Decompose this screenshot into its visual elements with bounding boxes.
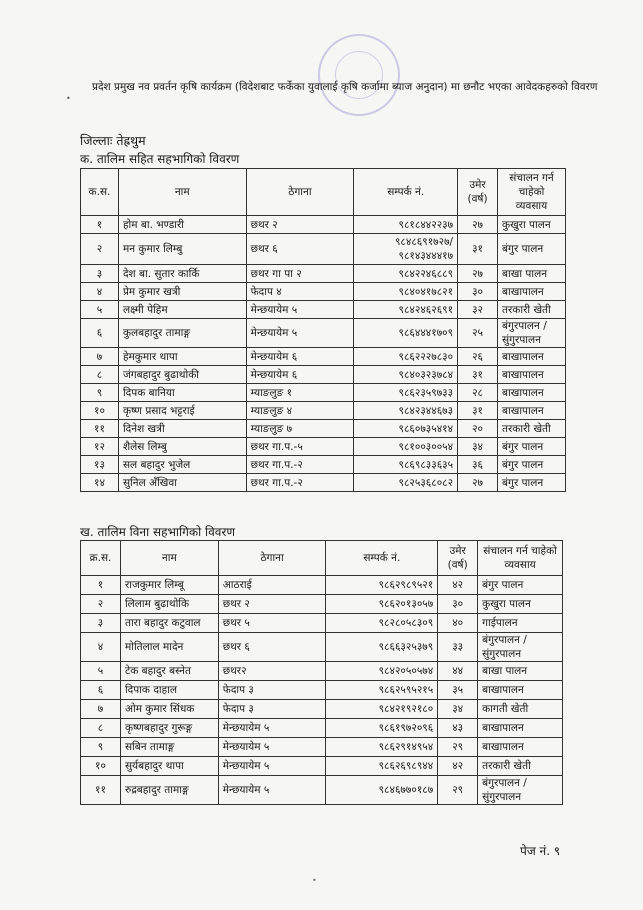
table-cell: ८	[81, 366, 119, 384]
table-cell: ९८६२२२७८३०	[354, 348, 458, 366]
table-cell: म्याङलुङ ४	[246, 402, 354, 420]
column-header: सम्पर्क नं.	[326, 541, 438, 576]
table-header-row	[81, 541, 563, 576]
table-row	[81, 633, 563, 662]
table-cell: ९८६०७३५४१४	[354, 420, 458, 438]
table-cell: ४	[81, 633, 121, 662]
table-cell: ३०	[438, 595, 478, 614]
table-cell: आठराई	[218, 576, 326, 595]
table-row	[81, 402, 566, 420]
table-cell: ओम कुमार सिंधक	[120, 700, 218, 719]
table-cell: ११	[81, 776, 121, 805]
column-header: ठेगाना	[218, 541, 326, 576]
column-header: उमेर (वर्ष)	[438, 541, 478, 576]
page-number: पेज नं. ९	[520, 844, 561, 858]
table-cell: ९८२५३६८०८२	[354, 474, 458, 492]
table-cell: सुर्यबहादुर थापा	[120, 757, 218, 776]
table-cell: टेक बहादुर बस्नेत	[120, 662, 218, 681]
table-cell: २६	[458, 348, 498, 366]
table-cell: २	[81, 234, 119, 265]
table-cell: मेन्छयायेम ५	[218, 776, 326, 805]
table-cell: मेन्छयायेम ६	[246, 348, 354, 366]
table-body	[81, 576, 563, 805]
table-cell: ४२	[438, 757, 478, 776]
table-cell: लक्ष्मी पेहिम	[118, 301, 246, 319]
table-cell: सुनिल अँखिवा	[118, 474, 246, 492]
table-cell: कृष्णबहादुर गुरूङ्ग	[120, 719, 218, 738]
table-cell: ४२	[438, 576, 478, 595]
document-header: प्रदेश प्रमुख नव प्रवर्तन कृषि कार्यक्रम (विदेशबाट फर्केका युवालाई कृषि कर्जामा ब्याज अनुदान) मा छनौट भएका आवेदकहरुको विवरण	[92, 81, 598, 93]
section-b-title: ख. तालिम विना सहभागिको विवरण	[80, 525, 236, 539]
column-header: क्र.स.	[81, 541, 121, 576]
table-cell: ९८४६७७०१८७	[326, 776, 438, 805]
table-cell: छथर गा.प.-२	[246, 456, 354, 474]
table-cell: मेन्छयायेम ५	[218, 719, 326, 738]
table-cell: ९८६२९१४९५४	[326, 738, 438, 757]
table-cell: ११	[81, 420, 119, 438]
table-cell: छथर ५	[218, 614, 326, 633]
table-cell: ३१	[458, 402, 498, 420]
table-cell: ९८६२६९८९४४	[326, 757, 438, 776]
table-row	[81, 700, 563, 719]
section-a-title: क. तालिम सहित सहभागिको विवरण	[80, 152, 240, 166]
table-cell: मेन्छयायेम ५	[246, 319, 354, 348]
table-cell: ९८४८६९१७२७/ ९८१४३४४४१७	[354, 234, 458, 265]
table-cell: २५	[458, 319, 498, 348]
table-cell: ९८२८०५८३०९	[326, 614, 438, 633]
column-header: संचालन गर्न चाहेको व्यवसाय	[478, 541, 563, 576]
table-cell: मोतिलाल मादेन	[120, 633, 218, 662]
table-cell: ३४	[438, 700, 478, 719]
table-row	[81, 265, 566, 283]
column-header: सम्पर्क नं.	[354, 169, 458, 216]
table-cell: ९८४२१९२१८०	[326, 700, 438, 719]
table-cell: फेदाप ३	[218, 681, 326, 700]
table-row	[81, 576, 563, 595]
table-cell: कृष्ण प्रसाद भट्टराई	[118, 402, 246, 420]
table-cell: ६	[81, 681, 121, 700]
table-cell: दिपक बानिया	[118, 384, 246, 402]
table-cell: ८	[81, 719, 121, 738]
table-cell: फेदाप ४	[246, 283, 354, 301]
table-without-training	[80, 540, 563, 805]
table-cell: दिपाक दाहाल	[120, 681, 218, 700]
table-cell: बाखापालन	[498, 283, 566, 301]
table-cell: बाखा पालन	[498, 265, 566, 283]
table-cell: ७	[81, 700, 121, 719]
table-row	[81, 301, 566, 319]
table-cell: ३६	[458, 456, 498, 474]
table-cell: १२	[81, 438, 119, 456]
table-cell: बाखा पालन	[478, 662, 563, 681]
table-cell: ९८६४४४१७०९	[354, 319, 458, 348]
table-cell: बंगुरपालन / सुंगुरपालन	[478, 633, 563, 662]
table-row	[81, 757, 563, 776]
table-cell: बाखापालन	[498, 402, 566, 420]
table-cell: सल बहादुर भुजेल	[118, 456, 246, 474]
table-cell: छथर गा.प.-५	[246, 438, 354, 456]
table-cell: १४	[81, 474, 119, 492]
table-cell: तरकारी खेती	[498, 301, 566, 319]
table-cell: गाईपालन	[478, 614, 563, 633]
table-cell: बाखापालन	[498, 366, 566, 384]
table-row	[81, 474, 566, 492]
table-cell: छथर २	[218, 595, 326, 614]
table-cell: मेन्छयायेम ६	[246, 366, 354, 384]
table-cell: तारा बहादुर कटुवाल	[120, 614, 218, 633]
column-header: नाम	[118, 169, 246, 216]
document-page: प्रदेश प्रमुख नव प्रवर्तन कृषि कार्यक्रम (विदेशबाट फर्केका युवालाई कृषि कर्जामा ब्याज अनुदान) मा छनौट भएका आवेदकहरुको विवरण • जिल्लाः तेह्रथुम क. तालिम सहित सहभागिको विवरण क.स. नाम ठेगाना सम्पर्क नं. उमेर (वर्ष) संचालन गर्न चाहेको व्यवसाय १ होम बा. भण्डारी छथर २ ९८१८४४२२३७ २७ कुखुरा पालन २ मन कुमार लिम्बु छथर ६ ९८४८६९१७२७/ ९८१४३४४४१७ ३१ बंगुर पालन ३ देश बा. सुतार कार्कि छथर गा पा २ ९८४२२४६८८९ २७ बाखा पालन ४ प्रेम कुमार खत्री फेदाप ४ ९८४०४१७८२१ ३० बाखापालन ५ लक्ष्मी पेहिम मेन्छयायेम ५ ९८४२४६२६९१ ३२ तरकारी खेती ६ कुलबहादुर तामाङ्ग मेन्छयायेम ५ ९८६४४४१७०९ २५ बंगुरपालन / सुंगुरपालन ७ हेमकुमार थापा मेन्छयायेम ६ ९८६२२२७८३० २६ बाखापालन ८ जंगबहादुर बुढाथोकी मेन्छयायेम ६ ९८४०३२३७८४ ३१ बाखापालन ९ दिपक बानिया म्याङलुङ १ ९८६२३५९७३३ २८ बाखापालन १० कृष्ण प्रसाद भट्टराई म्याङलुङ ४ ९८४२३४४६७३ ३१ बाखापालन ११ दिनेश खत्री म्याङलुङ ७ ९८६०७३५४१४ २० तरकारी खेती १२ शैलेस लिम्बु छथर गा.प.-५ ९८१००३००५४ ३४ बंगुर पालन १३ सल बहादुर भुजेल छथर गा.प.-२ ९८६९८३३६३५ ३६ बंगुर पालन १४ सुनिल अँखिवा छथर गा.प.-२ ९८२५३६८०८२ २७ बंगुर पालन ख. तालिम विना सहभागिको विवरण क्र.स. नाम ठेगाना सम्पर्क नं. उमेर (वर्ष) संचालन गर्न चाहेको व्यवसाय १ राजकुमार लिम्बू आठराई ९८६२९८९५२१ ४२ बंगुर पालन २ लिलाम बुढाथोकि छथर २ ९८६२०१३०५७ ३० कुखुरा पालन ३ तारा बहादुर कटुवाल छथर ५ ९८२८०५८३०९ ४० गाईपालन ४ मोतिलाल मादेन छथर ६ ९८६६३२५३७९ ३३ बंगुरपालन / सुंगुरपालन ५ टेक बहादुर बस्नेत छथर२ ९८४२०५०५७४ ४४ बाखा पालन ६ दिपाक दाहाल फेदाप ३ ९८६२५९५२१५ ३५ बाखापालन ७ ओम कुमार सिंधक फेदाप ३ ९८४२१९२१८० ३४ कागती खेती ८ कृष्णबहादुर गुरूङ्ग मेन्छयायेम ५ ९८६१९७२०९६ ४३ बाखापालन ९ सबिन तामाङ्ग मेन्छयायेम ५ ९८६२९१४९५४ २९ बाखापालन १० सुर्यबहादुर थापा मेन्छयायेम ५ ९८६२६९८९४४ ४२ तरकारी खेती ११ रुद्रबहादुर तामाङ्ग मेन्छयायेम ५ ९८४६७७०१८७ २९ बंगुरपालन / सुंगुरपालन पेज नं. ९ •	[0, 0, 643, 910]
table-cell: शैलेस लिम्बु	[118, 438, 246, 456]
table-row	[81, 719, 563, 738]
table-cell: सबिन तामाङ्ग	[120, 738, 218, 757]
table-with-training	[80, 168, 566, 492]
table-row	[81, 662, 563, 681]
table-cell: दिनेश खत्री	[118, 420, 246, 438]
table-cell: ९८६२९८९५२१	[326, 576, 438, 595]
table-cell: ९	[81, 738, 121, 757]
table-cell: राजकुमार लिम्बू	[120, 576, 218, 595]
table-cell: बंगुरपालन / सुंगुरपालन	[498, 319, 566, 348]
table-cell: ४३	[438, 719, 478, 738]
table-cell: मेन्छयायेम ५	[218, 757, 326, 776]
table-cell: ३१	[458, 366, 498, 384]
table-cell: ५	[81, 301, 119, 319]
table-cell: ९८६२५९५२१५	[326, 681, 438, 700]
table-row	[81, 319, 566, 348]
table-cell: ९८६२३५९७३३	[354, 384, 458, 402]
column-header: ठेगाना	[246, 169, 354, 216]
table-row	[81, 234, 566, 265]
table-cell: म्याङलुङ ७	[246, 420, 354, 438]
table-cell: मन कुमार लिम्बु	[118, 234, 246, 265]
table-cell: कुलबहादुर तामाङ्ग	[118, 319, 246, 348]
table-cell: ९	[81, 384, 119, 402]
column-header: नाम	[120, 541, 218, 576]
table-cell: १०	[81, 757, 121, 776]
table-cell: बंगुर पालन	[478, 576, 563, 595]
table-cell: प्रेम कुमार खत्री	[118, 283, 246, 301]
table-cell: छथर २	[246, 216, 354, 234]
table-cell: २७	[458, 216, 498, 234]
table-cell: २८	[458, 384, 498, 402]
table-cell: बंगुर पालन	[498, 474, 566, 492]
table-row	[81, 366, 566, 384]
table-cell: बंगुरपालन / सुंगुरपालन	[478, 776, 563, 805]
table-cell: १	[81, 216, 119, 234]
table-cell: बाखापालन	[478, 681, 563, 700]
table-cell: तरकारी खेती	[478, 757, 563, 776]
table-cell: २९	[438, 776, 478, 805]
table-cell: ३	[81, 614, 121, 633]
table-cell: छथर ६	[246, 234, 354, 265]
table-cell: छथर ६	[218, 633, 326, 662]
table-cell: ९८६१९७२०९६	[326, 719, 438, 738]
table-cell: बाखापालन	[478, 719, 563, 738]
table-row	[81, 595, 563, 614]
table-cell: ३४	[458, 438, 498, 456]
table-cell: १	[81, 576, 121, 595]
table-cell: ९८४२४६२६९१	[354, 301, 458, 319]
table-cell: १३	[81, 456, 119, 474]
table-cell: २७	[458, 265, 498, 283]
table-row	[81, 438, 566, 456]
table-cell: कुखुरा पालन	[498, 216, 566, 234]
table-cell: २	[81, 595, 121, 614]
table-cell: बंगुर पालन	[498, 438, 566, 456]
table-cell: बंगुर पालन	[498, 456, 566, 474]
table-cell: ४४	[438, 662, 478, 681]
column-header: क.स.	[81, 169, 119, 216]
table-cell: बंगुर पालन	[498, 234, 566, 265]
table-cell: बाखापालन	[498, 348, 566, 366]
table-cell: रुद्रबहादुर तामाङ्ग	[120, 776, 218, 805]
table-row	[81, 681, 563, 700]
table-cell: ७	[81, 348, 119, 366]
table-cell: बाखापालन	[498, 384, 566, 402]
table-cell: २९	[438, 738, 478, 757]
table-cell: ३१	[458, 234, 498, 265]
table-cell: बाखापालन	[478, 738, 563, 757]
table-body	[81, 216, 566, 492]
table-cell: १०	[81, 402, 119, 420]
table-cell: छथर गा.प.-२	[246, 474, 354, 492]
table-cell: ४०	[438, 614, 478, 633]
table-cell: ९८६९८३३६३५	[354, 456, 458, 474]
table-cell: ९८४२२४६८८९	[354, 265, 458, 283]
table-cell: मेन्छयायेम ५	[246, 301, 354, 319]
column-header: उमेर (वर्ष)	[458, 169, 498, 216]
table-cell: ९८४०३२३७८४	[354, 366, 458, 384]
table-cell: ३२	[458, 301, 498, 319]
table-row	[81, 738, 563, 757]
table-cell: ४	[81, 283, 119, 301]
table-cell: ३३	[438, 633, 478, 662]
table-cell: मेन्छयायेम ५	[218, 738, 326, 757]
table-row	[81, 456, 566, 474]
table-header-row	[81, 169, 566, 216]
table-cell: जंगबहादुर बुढाथोकी	[118, 366, 246, 384]
table-cell: छथर२	[218, 662, 326, 681]
table-cell: २०	[458, 420, 498, 438]
table-cell: ९८१००३००५४	[354, 438, 458, 456]
table-cell: देश बा. सुतार कार्कि	[118, 265, 246, 283]
table-cell: होम बा. भण्डारी	[118, 216, 246, 234]
table-cell: हेमकुमार थापा	[118, 348, 246, 366]
table-cell: तरकारी खेती	[498, 420, 566, 438]
table-row	[81, 614, 563, 633]
table-cell: ६	[81, 319, 119, 348]
table-cell: ५	[81, 662, 121, 681]
table-row	[81, 776, 563, 805]
district-label: जिल्लाः तेह्रथुम	[80, 133, 146, 148]
table-cell: लिलाम बुढाथोकि	[120, 595, 218, 614]
table-cell: ३५	[438, 681, 478, 700]
table-row	[81, 283, 566, 301]
table-row	[81, 420, 566, 438]
table-cell: ९८४२०५०५७४	[326, 662, 438, 681]
table-cell: म्याङलुङ १	[246, 384, 354, 402]
table-row	[81, 348, 566, 366]
table-cell: कुखुरा पालन	[478, 595, 563, 614]
table-row	[81, 216, 566, 234]
table-row	[81, 384, 566, 402]
table-cell: २७	[458, 474, 498, 492]
table-cell: ९८१८४४२२३७	[354, 216, 458, 234]
table-cell: ३०	[458, 283, 498, 301]
table-cell: ३	[81, 265, 119, 283]
table-cell: ९८४०४१७८२१	[354, 283, 458, 301]
office-seal	[318, 34, 400, 116]
table-cell: फेदाप ३	[218, 700, 326, 719]
table-cell: ९८४२३४४६७३	[354, 402, 458, 420]
table-cell: छथर गा पा २	[246, 265, 354, 283]
table-cell: ९८६६३२५३७९	[326, 633, 438, 662]
table-cell: कागती खेती	[478, 700, 563, 719]
table-cell: ९८६२०१३०५७	[326, 595, 438, 614]
column-header: संचालन गर्न चाहेको व्यवसाय	[498, 169, 566, 216]
